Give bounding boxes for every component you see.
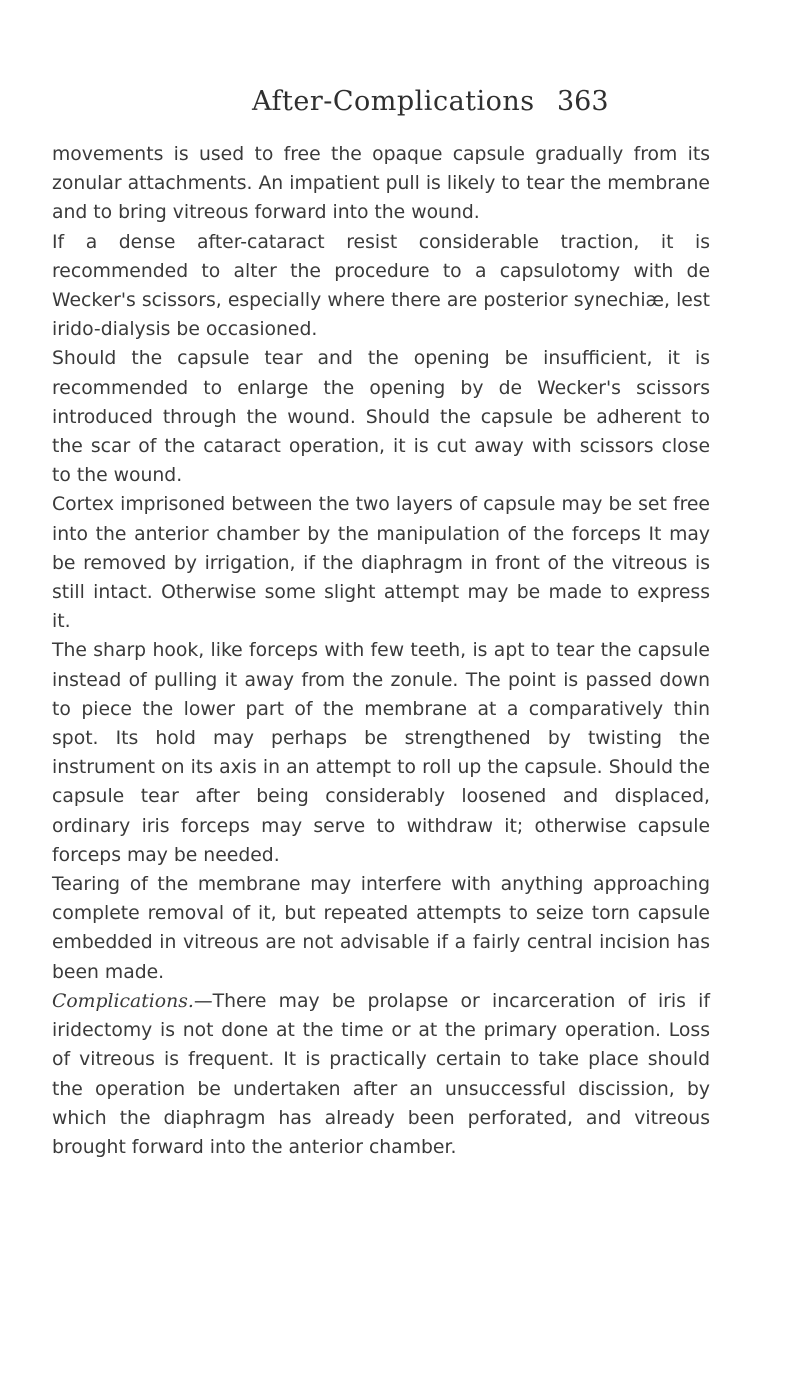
paragraph — [52, 344, 710, 490]
paragraph-complications — [52, 987, 710, 1162]
paragraph — [52, 140, 710, 228]
running-header — [252, 86, 722, 130]
paragraph — [52, 636, 710, 870]
page-number: 363 — [557, 86, 609, 117]
paragraph — [52, 490, 710, 636]
section-lead: Complications. — [52, 990, 194, 1012]
paragraph-text: movements is used to free the opaque capsule gradually from its zonular attachments. An impatient pull is likely to tear the membrane and to bring vitreous forward into the wound. — [52, 144, 710, 224]
running-title: After-Complications — [252, 86, 535, 117]
paragraph-text: —There may be prolapse or incarceration of iris if iridectomy is not done at the time or at the primary operation. Loss of vitreous is frequent. It is practically certain to take place should the operation be undertaken after an unsuccessful discission, by which the diaphragm has already been perforated, and vitreous brought forward into the anterior chamber. — [52, 990, 710, 1158]
body-text — [52, 140, 710, 1162]
paragraph — [52, 228, 710, 345]
paragraph — [52, 870, 710, 987]
paragraph-text: Should the capsule tear and the opening be insufficient, it is recommended to enlarge the opening by de Wecker's scissors introduced through the wound. Should the capsule be adherent to the scar of the cataract operation, it is cut away with scissors close to the wound. — [52, 348, 710, 487]
paragraph-text: If a dense after-cataract resist considerable traction, it is recommended to alter the procedure to a capsulotomy with de Wecker's scissors, especially where there are posterior synechiæ, lest irido-dialysis be occasioned. — [52, 231, 710, 341]
paragraph-text: Tearing of the membrane may interfere with anything approaching complete removal of it, but repeated attempts to seize torn capsule embedded in vitreous are not advisable if a fairly central incision has been made. — [52, 874, 710, 983]
paragraph-text: Cortex imprisoned between the two layers of capsule may be set free into the anterior chamber by the manipulation of the forceps It may be removed by irrigation, if the diaphragm in front of the vitreous is still intact. Otherwise some slight attempt may be made to express it. — [52, 494, 710, 633]
paragraph-text: The sharp hook, like forceps with few teeth, is apt to tear the capsule instead of pulling it away from the zonule. The point is passed down to piece the lower part of the membrane at a comparatively thin spot. Its hold may perhaps be strengthened by twisting the instrument on its axis in an attempt to roll up the capsule. Should the capsule tear after being considerably loosened and displaced, ordinary iris forceps may serve to withdraw it; otherwise capsule forceps may be needed. — [52, 640, 710, 866]
